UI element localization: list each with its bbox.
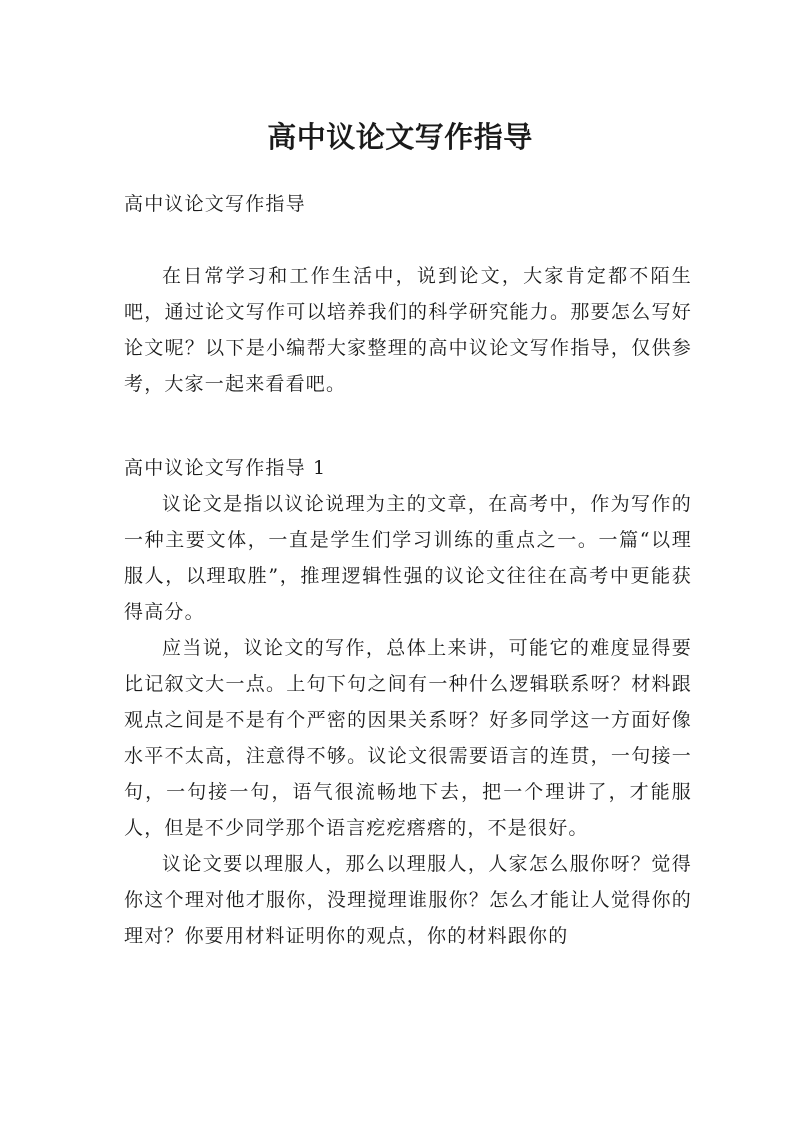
intro-section <box>124 258 692 402</box>
body-paragraph-2: 应当说，议论文的写作，总体上来讲，可能它的难度显得要比记叙文大一点。上句下句之间有一种什么逻辑联系呀？材料跟观点之间是不是有个严密的因果关系呀？好多同学这一方面好像水平不太高，注意得不够。议论文很需要语言的连贯，一句接一句，一句接一句，语气很流畅地下去，把一个理讲了，才能服人，但是不少同学那个语言疙疙瘩瘩的，不是很好。 <box>124 637 692 839</box>
document-title: 高中议论文写作指导 <box>267 120 533 155</box>
body-paragraph-3: 议论文要以理服人，那么以理服人，人家怎么服你呀？觉得你这个理对他才服你，没理搅理谁服你？怎么才能让人觉得你的理对？你要用材料证明你的观点，你的材料跟你的 <box>124 853 692 947</box>
section-1 <box>124 450 692 954</box>
intro-paragraph: 在日常学习和工作生活中，说到论文，大家肯定都不陌生吧，通过论文写作可以培养我们的科学研究能力。那要怎么写好论文呢？以下是小编帮大家整理的高中议论文写作指导，仅供参考，大家一起来看看吧。 <box>124 265 692 395</box>
section-heading: 高中议论文写作指导 1 <box>124 457 327 479</box>
body-paragraph-1: 议论文是指以议论说理为主的文章，在高考中，作为写作的一种主要文体，一直是学生们学习训练的重点之一。一篇“以理服人，以理取胜”，推理逻辑性强的议论文往往在高考中更能获得高分。 <box>124 493 692 623</box>
document-subtitle: 高中议论文写作指导 <box>124 193 306 215</box>
